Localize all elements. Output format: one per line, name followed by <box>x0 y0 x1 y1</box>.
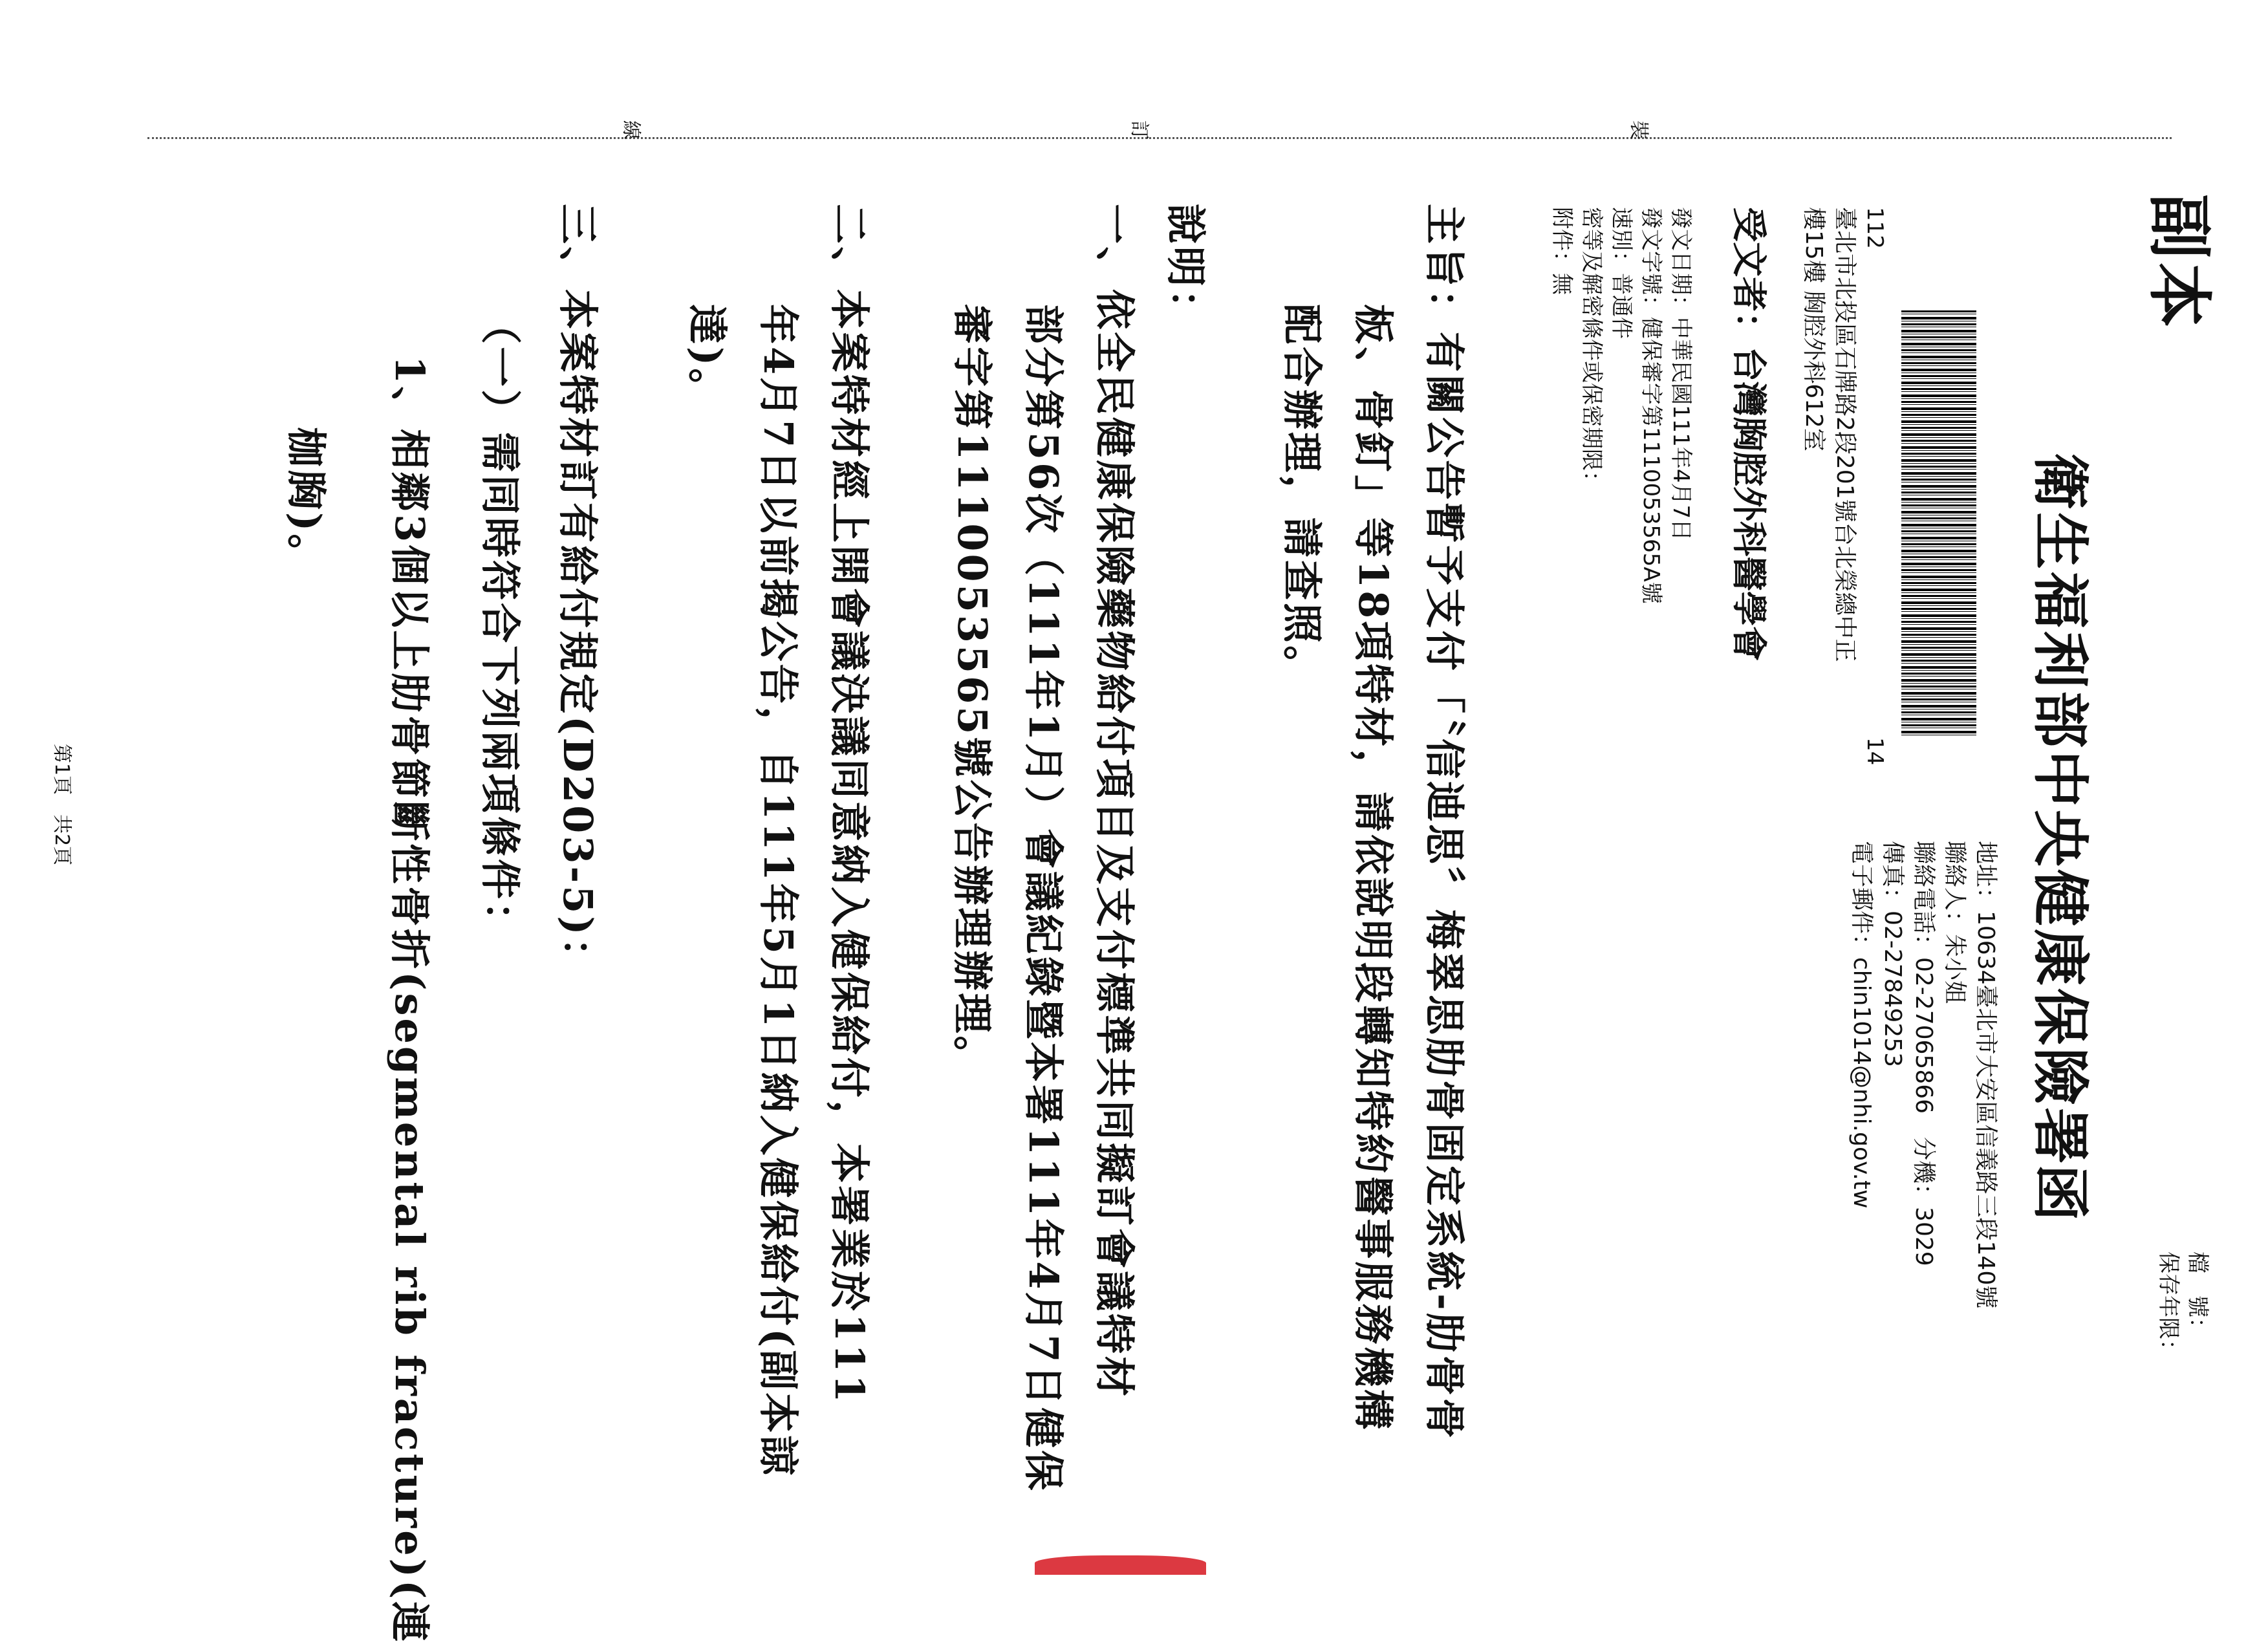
item3-line1: 三、本案特材訂有給付規定(D203-5)： <box>554 204 601 980</box>
contact-email: 電子郵件：chin1014@nhi.gov.tw <box>1848 841 1875 1209</box>
gist-line2: 板、骨釘」等18項特材，請依說明段轉知特約醫事服務機構 <box>1350 304 1397 1433</box>
item2-line3: 達)。 <box>684 304 731 411</box>
sub1-heading: （一）需同時符合下列兩項條件： <box>477 304 524 945</box>
binding-mark-top: 裝 <box>1627 120 1650 140</box>
postal-barcode <box>1901 310 1976 737</box>
item2-line1: 二、本案特材經上開會議決議同意納入健保給付，本署業於111 <box>826 204 873 1405</box>
recipient-address-line1: 臺北市北投區石牌路2段201號台北榮總中正 <box>1831 207 1858 662</box>
page-number: 第1頁 共2頁 <box>50 744 73 866</box>
contact-address: 地址：10634臺北市大安區信義路三段140號 <box>1972 841 1999 1309</box>
addressee: 受文者：台灣胸腔外科醫學會 <box>1729 207 1770 661</box>
binding-mark-bottom: 線 <box>620 120 642 140</box>
gist-line1: 主旨：有關公告暫予支付「〝信迪思〞梅翠思肋骨固定系統-肋骨骨 <box>1421 204 1468 1441</box>
file-number: 檔 號： <box>2185 1251 2210 1339</box>
document-number: 發文字號：健保審字第1110053565A號 <box>1638 207 1664 604</box>
secrecy-level: 密等及解密條件或保密期限： <box>1579 207 1604 493</box>
sub1-item1-line1: 1、相鄰3個以上肋骨節斷性骨折(segmental rib fracture)(連 <box>386 356 433 1644</box>
postal-prefix: 112 <box>1862 207 1888 249</box>
doc-type: 函 <box>2027 1164 2094 1222</box>
sub1-item1-line2: 枷胸)。 <box>283 427 330 577</box>
binding-line <box>147 137 2172 139</box>
contact-phone: 聯絡電話：02-27065866 分機：3029 <box>1910 841 1937 1266</box>
recipient-address-line2: 樓15樓 胸腔外科612室 <box>1800 207 1827 451</box>
item1-line2: 部分第56次（111年1月）會議紀錄暨本署111年4月7日健保 <box>1020 304 1067 1493</box>
stamp-mark <box>1035 1555 1206 1575</box>
delivery-speed: 速別：普通件 <box>1608 207 1634 339</box>
postal-suffix: 14 <box>1862 737 1888 766</box>
contact-person: 聯絡人：朱小姐 <box>1941 841 1968 1004</box>
explanation-heading: 說明： <box>1162 204 1209 332</box>
binding-mark-middle: 訂 <box>1128 120 1150 140</box>
contact-fax: 傳真：02-27849253 <box>1879 841 1906 1068</box>
attachments: 附件：無 <box>1549 207 1575 295</box>
agency-title: 衛生福利部中央健康保險署 <box>2027 453 2094 1167</box>
gist-line3: 配合辦理，請查照。 <box>1279 304 1326 689</box>
item2-line2: 年4月7日以前揭公告，自111年5月1日納入健保給付(副本諒 <box>755 304 802 1478</box>
retention-period: 保存年限： <box>2155 1251 2181 1361</box>
item1-line3: 審字第1110053565號公告辦理辦理。 <box>949 304 996 1079</box>
copy-mark: 副本 <box>2141 194 2218 331</box>
issue-date: 發文日期：中華民國111年4月7日 <box>1668 207 1694 541</box>
item1-line1: 一、依全民健康保險藥物給付項目及支付標準共同擬訂會議特材 <box>1091 204 1138 1400</box>
